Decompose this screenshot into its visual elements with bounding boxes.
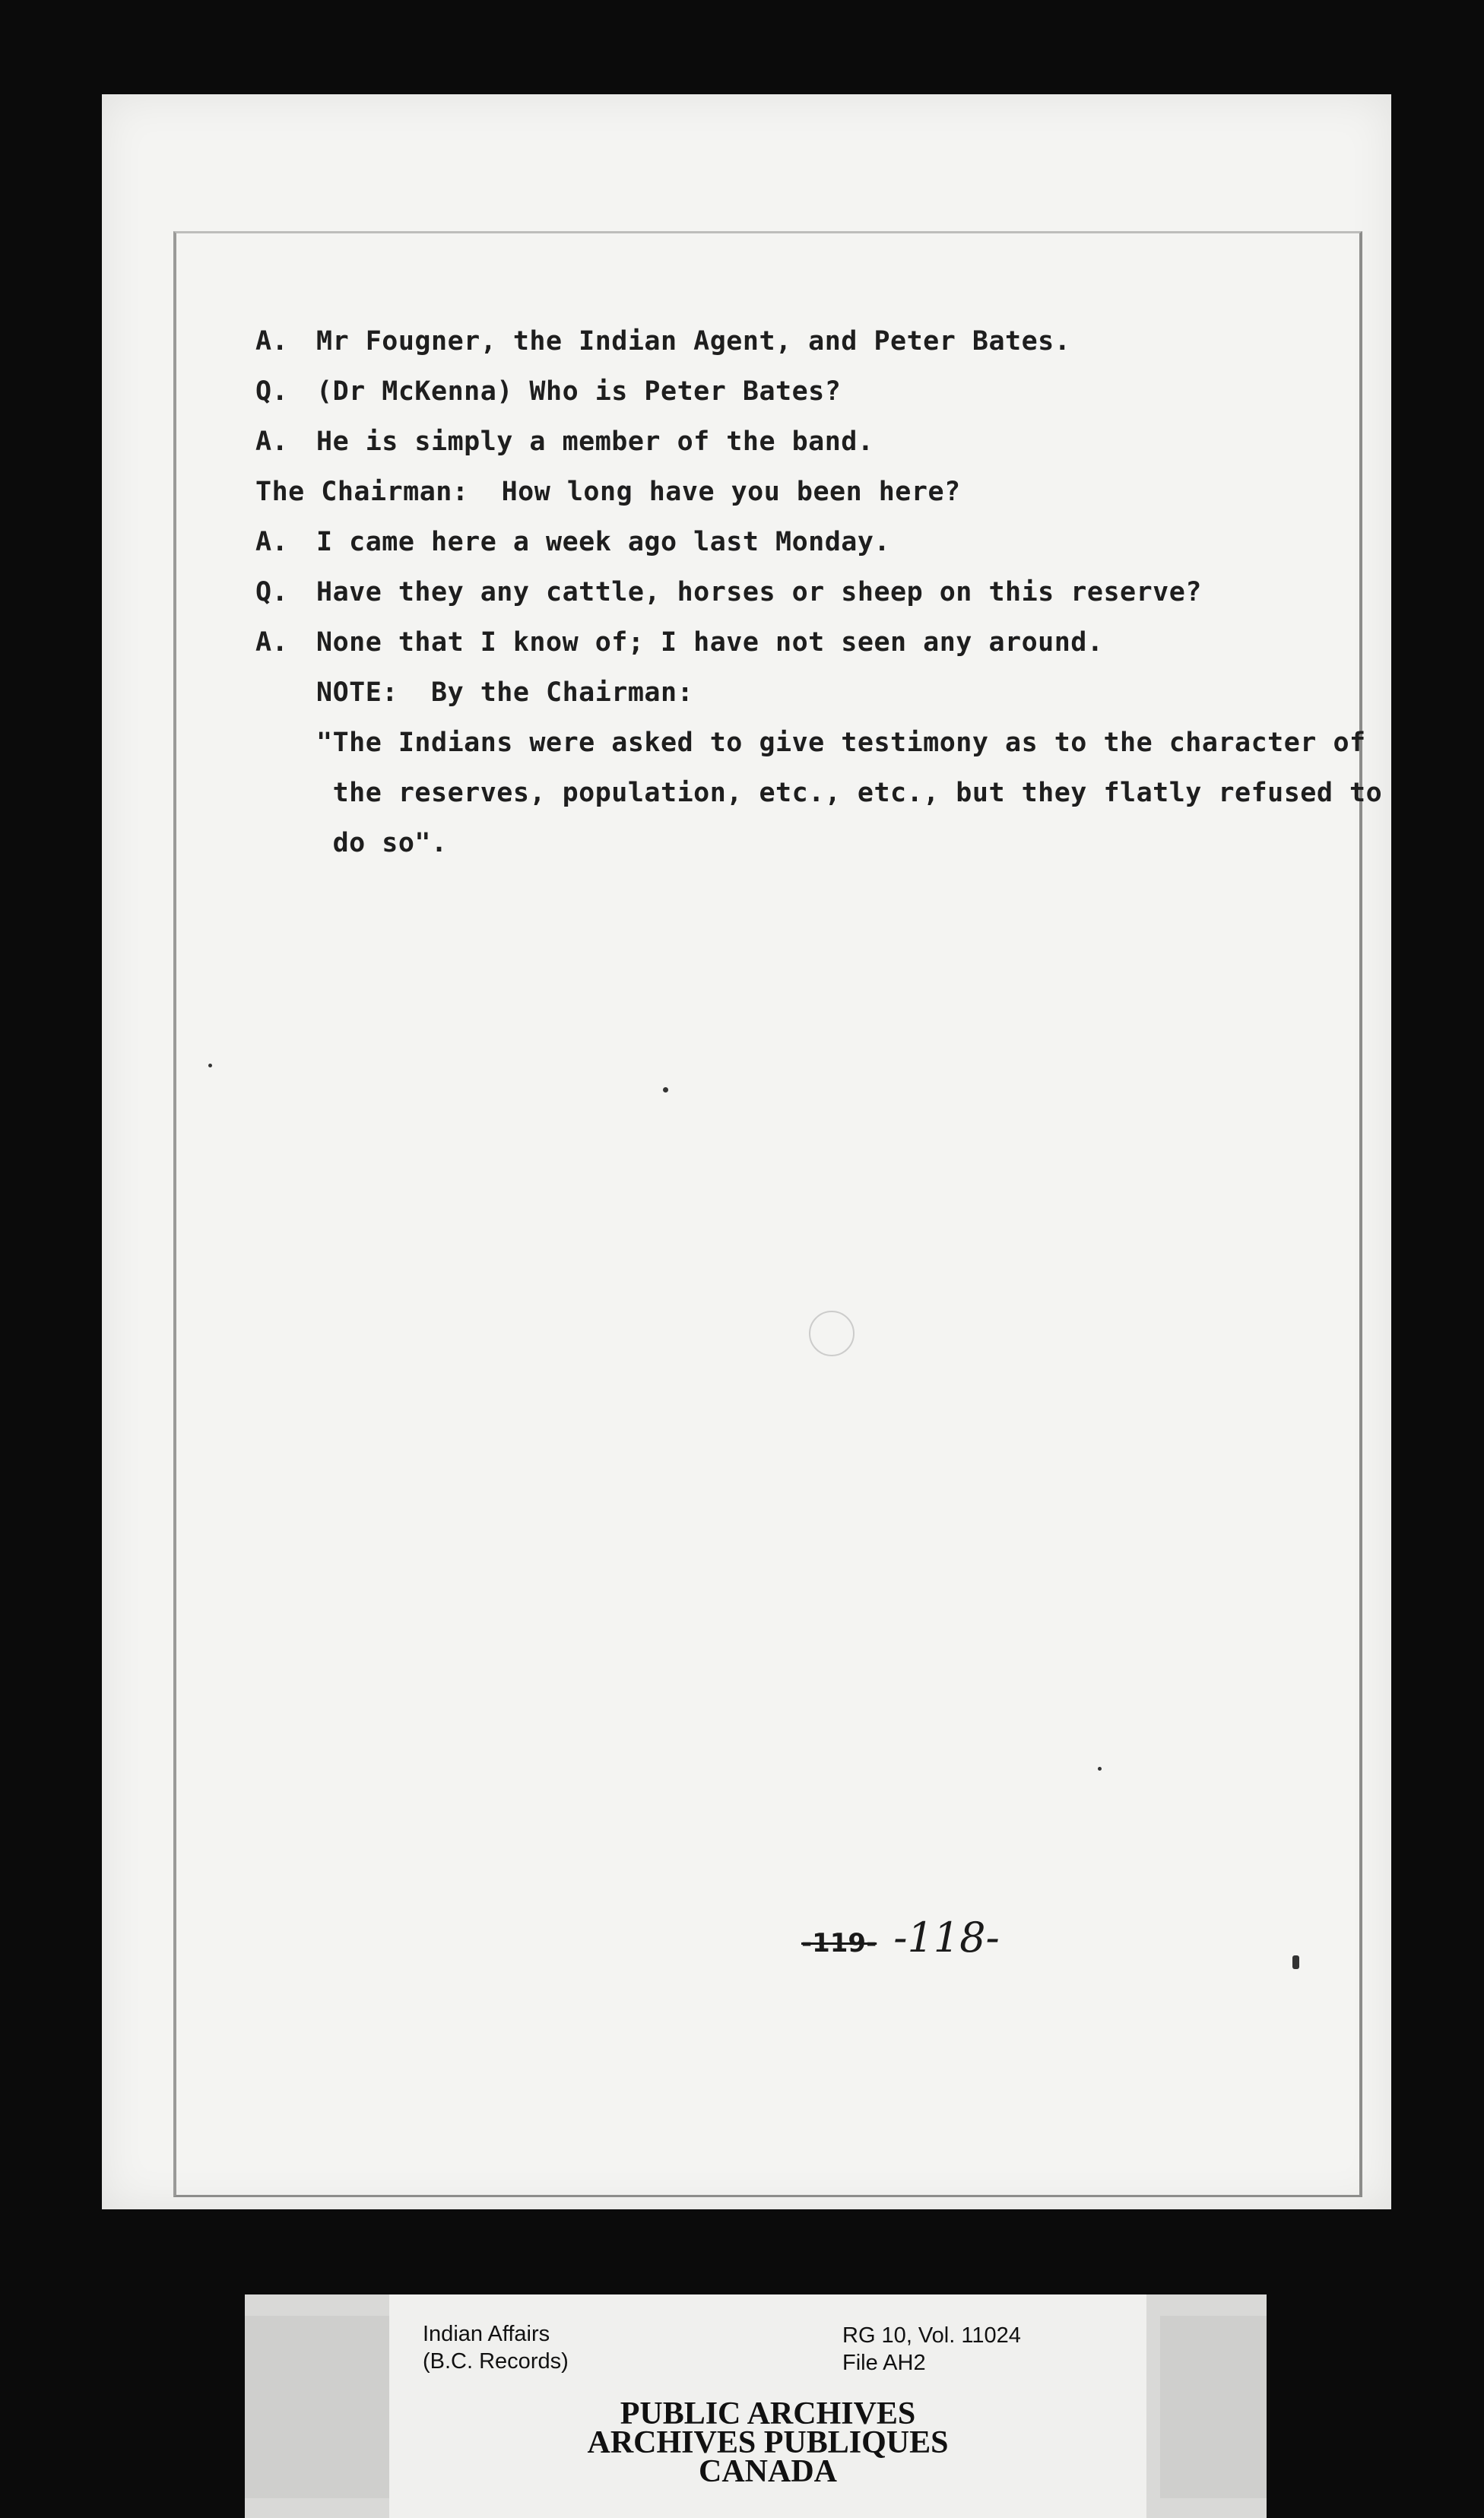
note-line-1: "The Indians were asked to give testimony as to the character of	[316, 728, 1366, 758]
ink-speck	[208, 1064, 212, 1067]
transcript-line-2	[255, 376, 841, 407]
transcript-line-5	[255, 527, 890, 557]
speaker-label: Q.	[255, 376, 289, 407]
label-tab-right	[1160, 2316, 1267, 2498]
file-reference: File AH2	[842, 2351, 926, 2375]
faint-stamp-mark	[809, 1311, 855, 1356]
archives-stamp-line-3: CANADA	[699, 2454, 837, 2489]
ink-speck	[1098, 1767, 1102, 1771]
line-text: The Chairman: How long have you been here?	[255, 477, 961, 507]
reference-label	[842, 2322, 1021, 2377]
speaker-label: A.	[255, 427, 289, 457]
ink-speck	[663, 1087, 668, 1093]
note-line-2: the reserves, population, etc., etc., but they flatly refused to	[316, 778, 1383, 808]
transcript-line-1	[255, 326, 1070, 357]
transcript-line-4	[255, 477, 961, 507]
speaker-label: Q.	[255, 577, 289, 607]
speaker-label: A.	[255, 326, 289, 357]
line-text: He is simply a member of the band.	[316, 427, 874, 457]
line-text: Mr Fougner, the Indian Agent, and Peter Bates.	[316, 326, 1071, 357]
collection-name: Indian Affairs	[423, 2322, 550, 2346]
line-text: (Dr McKenna) Who is Peter Bates?	[316, 376, 842, 407]
ink-speck	[1292, 1955, 1299, 1969]
note-heading: NOTE: By the Chairman:	[316, 677, 694, 708]
archive-label-card	[389, 2294, 1146, 2518]
archive-label-strip	[245, 2294, 1267, 2518]
page-number	[801, 1914, 1000, 1961]
page-border	[173, 231, 1362, 2197]
line-text: I came here a week ago last Monday.	[316, 527, 891, 557]
line-text: None that I know of; I have not seen any around.	[316, 627, 1104, 658]
struck-page-number: -119-	[801, 1928, 877, 1958]
document-page	[102, 94, 1391, 2209]
archives-stamp-line-2: ARCHIVES PUBLIQUES	[587, 2425, 949, 2460]
collection-label	[423, 2320, 569, 2375]
collection-subtitle: (B.C. Records)	[423, 2349, 569, 2374]
speaker-label: A.	[255, 527, 289, 557]
record-group-volume: RG 10, Vol. 11024	[842, 2323, 1021, 2348]
transcript-line-6	[255, 577, 1202, 607]
transcript-line-3	[255, 427, 874, 457]
speaker-label: A.	[255, 627, 289, 658]
line-text: Have they any cattle, horses or sheep on this reserve?	[316, 577, 1202, 607]
transcript-line-7	[255, 627, 1103, 658]
archives-stamp-line-1: PUBLIC ARCHIVES	[620, 2396, 916, 2431]
label-tab-left	[245, 2316, 389, 2498]
note-line-3: do so".	[316, 828, 448, 858]
handwritten-page-number: -118-	[893, 1914, 1000, 1961]
